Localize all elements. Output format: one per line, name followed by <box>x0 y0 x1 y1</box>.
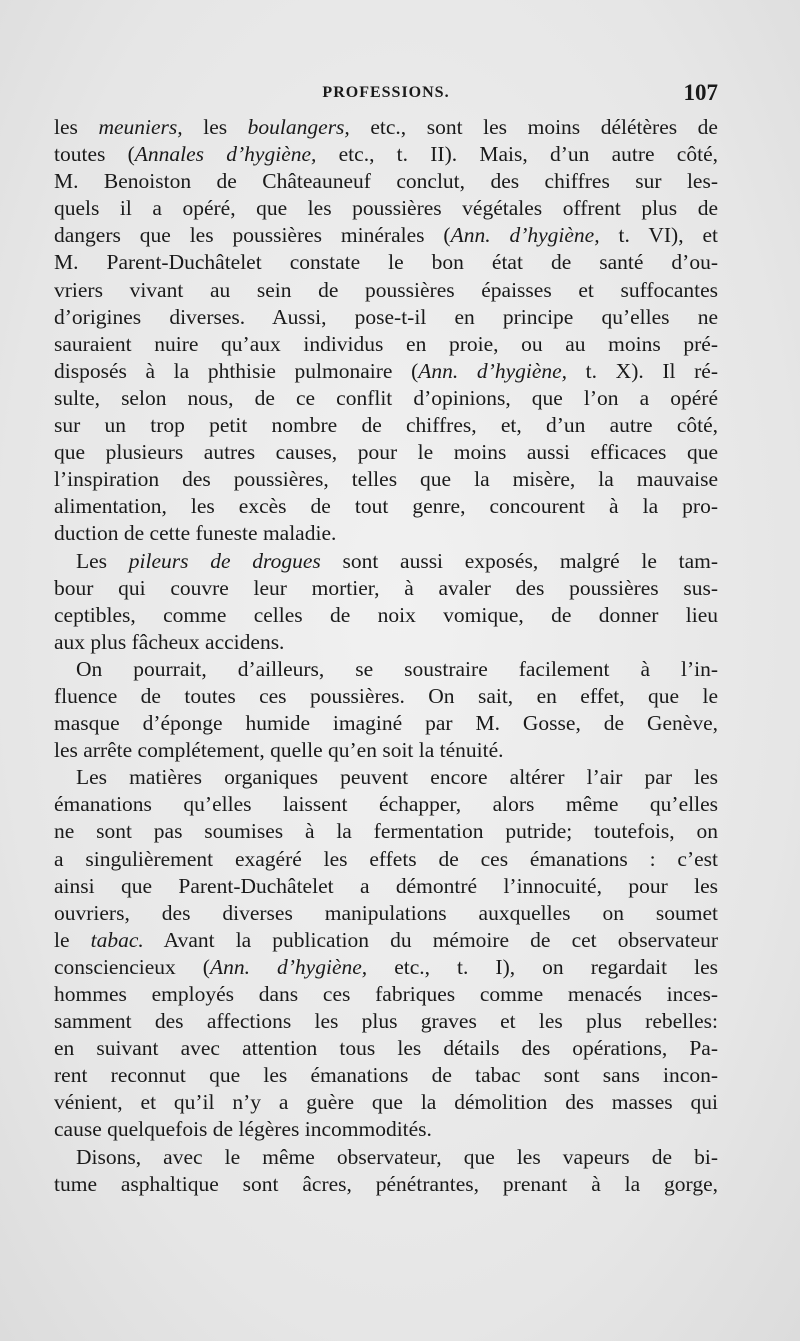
text-line: Les pileurs de drogues sont aussi exposés, malgré le tam- <box>76 548 718 573</box>
text-line: masque d’éponge humide imaginé par M. Gosse, de Genève, <box>54 711 718 736</box>
text-line: ceptibles, comme celles de noix vomique, de donner lieu <box>54 602 718 627</box>
text-line: l’inspiration des poussières, telles que la misère, la mauvaise <box>54 467 718 492</box>
text-line: bour qui couvre leur mortier, à avaler des poussières sus- <box>54 575 718 600</box>
text-line: sulte, selon nous, de ce conflit d’opinions, que l’on a opéré <box>54 385 718 410</box>
text-line: cause quelquefois de légères incommodités. <box>54 1117 432 1142</box>
text-line: M. Benoiston de Châteauneuf conclut, des chiffres sur les- <box>54 169 718 194</box>
text-line: duction de cette funeste maladie. <box>54 521 337 546</box>
text-line: toutes (Annales d’hygiène, etc., t. II). Mais, d’un autre côté, <box>54 142 718 167</box>
text-line: ouvriers, des diverses manipulations auxquelles on soumet <box>54 900 718 925</box>
text-line: le tabac. Avant la publication du mémoire de cet observateur <box>54 927 718 952</box>
text-line: d’origines diverses. Aussi, pose-t-il en principe qu’elles ne <box>54 304 718 329</box>
text-line: en suivant avec attention tous les détails des opérations, Pa- <box>54 1036 718 1061</box>
text-line: les arrête complétement, quelle qu’en soit la ténuité. <box>54 738 504 763</box>
text-line: quels il a opéré, que les poussières végétales offrent plus de <box>54 196 718 221</box>
text-line: consciencieux (Ann. d’hygiène, etc., t. I), on regardait les <box>54 954 718 979</box>
text-line: rent reconnut que les émanations de tabac sont sans incon- <box>54 1063 718 1088</box>
page-header <box>54 80 718 110</box>
text-line: hommes employés dans ces fabriques comme menacés inces- <box>54 982 718 1006</box>
text-line: sauraient nuire qu’aux individus en proie, ou au moins pré- <box>54 331 718 356</box>
page-number: 107 <box>683 80 718 105</box>
text-line: a singulièrement exagéré les effets de ces émanations : c’est <box>54 846 718 871</box>
text-line: émanations qu’elles laissent échapper, alors même qu’elles <box>54 792 718 817</box>
text-line: ne sont pas soumises à la fermentation putride; toutefois, on <box>54 819 718 844</box>
text-line: que plusieurs autres causes, pour le moins aussi efficaces que <box>54 440 718 465</box>
text-line: Les matières organiques peuvent encore altérer l’air par les <box>76 765 718 790</box>
text-line: sur un trop petit nombre de chiffres, et, d’un autre côté, <box>54 413 718 438</box>
text-line: vénient, et qu’il n’y a guère que la démolition des masses qui <box>54 1090 718 1115</box>
text-line: les meuniers, les boulangers, etc., sont les moins délétères de <box>54 115 718 139</box>
text-line: dangers que les poussières minérales (Ann. d’hygiène, t. VI), et <box>54 223 718 248</box>
text-line: ainsi que Parent-Duchâtelet a démontré l’innocuité, pour les <box>54 873 718 898</box>
text-line: Disons, avec le même observateur, que les vapeurs de bi- <box>76 1144 718 1169</box>
text-line: M. Parent-Duchâtelet constate le bon état de santé d’ou- <box>54 250 718 275</box>
running-head: PROFESSIONS. <box>322 84 450 101</box>
text-line: fluence de toutes ces poussières. On sait, en effet, que le <box>54 683 718 708</box>
body-text <box>54 114 718 1198</box>
text-line: samment des affections les plus graves et les plus rebelles: <box>54 1009 718 1034</box>
text-line: alimentation, les excès de tout genre, concourent à la pro- <box>54 494 718 519</box>
text-line: vriers vivant au sein de poussières épaisses et suffocantes <box>54 277 718 302</box>
text-line: On pourrait, d’ailleurs, se soustraire facilement à l’in- <box>76 656 718 681</box>
text-line: tume asphaltique sont âcres, pénétrantes, prenant à la gorge, <box>54 1171 718 1196</box>
text-line: disposés à la phthisie pulmonaire (Ann. d’hygiène, t. X). Il ré- <box>54 358 718 383</box>
text-line: aux plus fâcheux accidens. <box>54 629 285 654</box>
